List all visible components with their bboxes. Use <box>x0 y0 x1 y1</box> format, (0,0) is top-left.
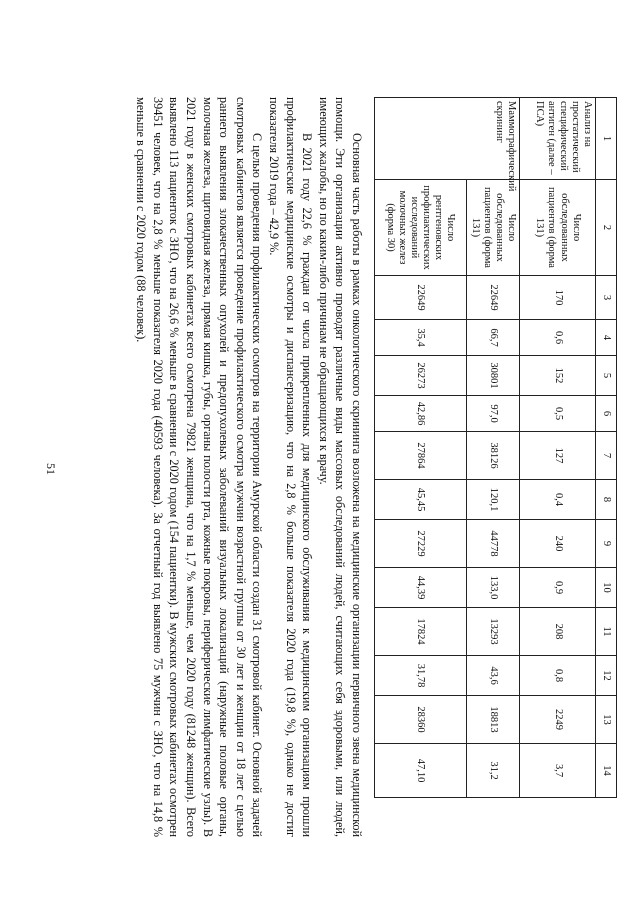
header-cell: 11 <box>596 608 617 656</box>
table-cell: 27864 <box>374 432 466 480</box>
table-cell: 13293 <box>466 608 519 656</box>
table-cell: 43,6 <box>466 656 519 696</box>
header-cell: 6 <box>596 396 617 432</box>
table-cell: 45,45 <box>374 480 466 520</box>
table-cell: 2249 <box>520 696 596 744</box>
row-indicator: Число обследованных пациентов (форма 131) <box>466 180 519 276</box>
header-cell: 3 <box>596 276 617 320</box>
table-cell: 0,6 <box>520 320 596 356</box>
header-cell: 2 <box>596 180 617 276</box>
header-cell: 10 <box>596 568 617 608</box>
table-cell: 28360 <box>374 696 466 744</box>
header-cell: 13 <box>596 696 617 744</box>
table-cell: 66,7 <box>466 320 519 356</box>
table-cell: 22649 <box>374 276 466 320</box>
paragraph: В 2021 году 22,6 % граждан от числа прикрепленных для медицинского обслуживания к медицинским организациям прошли профилактические медицинские осмотры и диспансеризацию, что на 2,8 % больше показателя 2020 года (19,8 %), однако не достиг показателя 2019 года – 42,9 %. <box>267 97 315 837</box>
table-cell: 0,9 <box>520 568 596 608</box>
table-cell: 17824 <box>374 608 466 656</box>
header-cell: 14 <box>596 744 617 798</box>
row-indicator: Число рентгеновских профилактических исследований молочных желез (форма 30) <box>374 180 466 276</box>
table-cell: 3,7 <box>520 744 596 798</box>
table-cell: 44778 <box>466 520 519 568</box>
table-cell: 27229 <box>374 520 466 568</box>
table-cell: 133,0 <box>466 568 519 608</box>
paragraph: Основная часть работы в рамках онкологического скрининга возложена на медицинские организации первичного звена медицинской помощи. Эти организации активно проводят различные виды массовых обследований людей, считающих себя здоровыми, или людей, имеющих жалобы, но по каким-либо причинам не обращающихся к врачу. <box>316 97 364 837</box>
table-cell: 30801 <box>466 356 519 396</box>
table-cell: 0,4 <box>520 480 596 520</box>
table-cell: 170 <box>520 276 596 320</box>
table-cell: 44,39 <box>374 568 466 608</box>
table-cell: 42,86 <box>374 396 466 432</box>
header-cell: 1 <box>596 98 617 180</box>
header-cell: 5 <box>596 356 617 396</box>
table-row <box>466 98 519 798</box>
table-cell: 0,8 <box>520 656 596 696</box>
table-cell: 240 <box>520 520 596 568</box>
header-cell: 7 <box>596 432 617 480</box>
table-row <box>374 98 466 798</box>
table-cell: 47,10 <box>374 744 466 798</box>
row-indicator: Число обследованных пациентов (форма 131) <box>520 180 596 276</box>
table-cell: 0,5 <box>520 396 596 432</box>
header-cell: 8 <box>596 480 617 520</box>
table-cell: 26273 <box>374 356 466 396</box>
rotated-page-content <box>97 97 617 837</box>
header-cell: 4 <box>596 320 617 356</box>
table-cell: 208 <box>520 608 596 656</box>
table-cell: 31,78 <box>374 656 466 696</box>
table-row <box>520 98 596 798</box>
table-cell: 35,4 <box>374 320 466 356</box>
header-cell: 12 <box>596 656 617 696</box>
body-text <box>133 97 365 837</box>
table-cell: 152 <box>520 356 596 396</box>
page-number: 51 <box>44 463 58 475</box>
header-cell: 9 <box>596 520 617 568</box>
paragraph: С целью проведения профилактических осмотров на территории Амурской области создан 31 смотровой кабинет. Основной задачей смотровых кабинетов является проведение профилактического осмотра мужчин возрастной группы от 30 лет и женщин от 18 лет с целью раннего выявления злокачественных опухолей и предопухолевых заболеваний визуальных локализаций (наружные половые органы, молочная железа, щитовидная железа, прямая кишка, губы, органы полости рта, кожные покровы, периферические лимфатические узлы). В 2021 году в женских смотровых кабинетах всего осмотрена 79821 женщина, что на 1,7 % меньше, чем 2020 году (81248 женщин). Всего выявлено 113 пациенток с ЗНО, что на 26,6 % меньше в сравнении с 2020 годом (154 пациентки). В мужских смотровых кабинетах осмотрен 39451 человек, что на 2,8 % меньше показателя 2020 года (40593 человека). За отчетный год выявлено 75 мужчин с ЗНО, что на 14,8 % меньше в сравнении с 2020 годом (88 человек). <box>134 97 265 837</box>
table-cell: 18813 <box>466 696 519 744</box>
table-cell: 31,2 <box>466 744 519 798</box>
row-category: Маммографический скрининг <box>374 98 519 180</box>
row-category: Анализ на простатический специфический антиген (далее – ПСА) <box>520 98 596 180</box>
table-header-row <box>596 98 617 798</box>
table-cell: 22649 <box>466 276 519 320</box>
table-cell: 127 <box>520 432 596 480</box>
table-cell: 97,0 <box>466 396 519 432</box>
table-cell: 120,1 <box>466 480 519 520</box>
table-cell: 38126 <box>466 432 519 480</box>
screening-table <box>374 97 617 798</box>
